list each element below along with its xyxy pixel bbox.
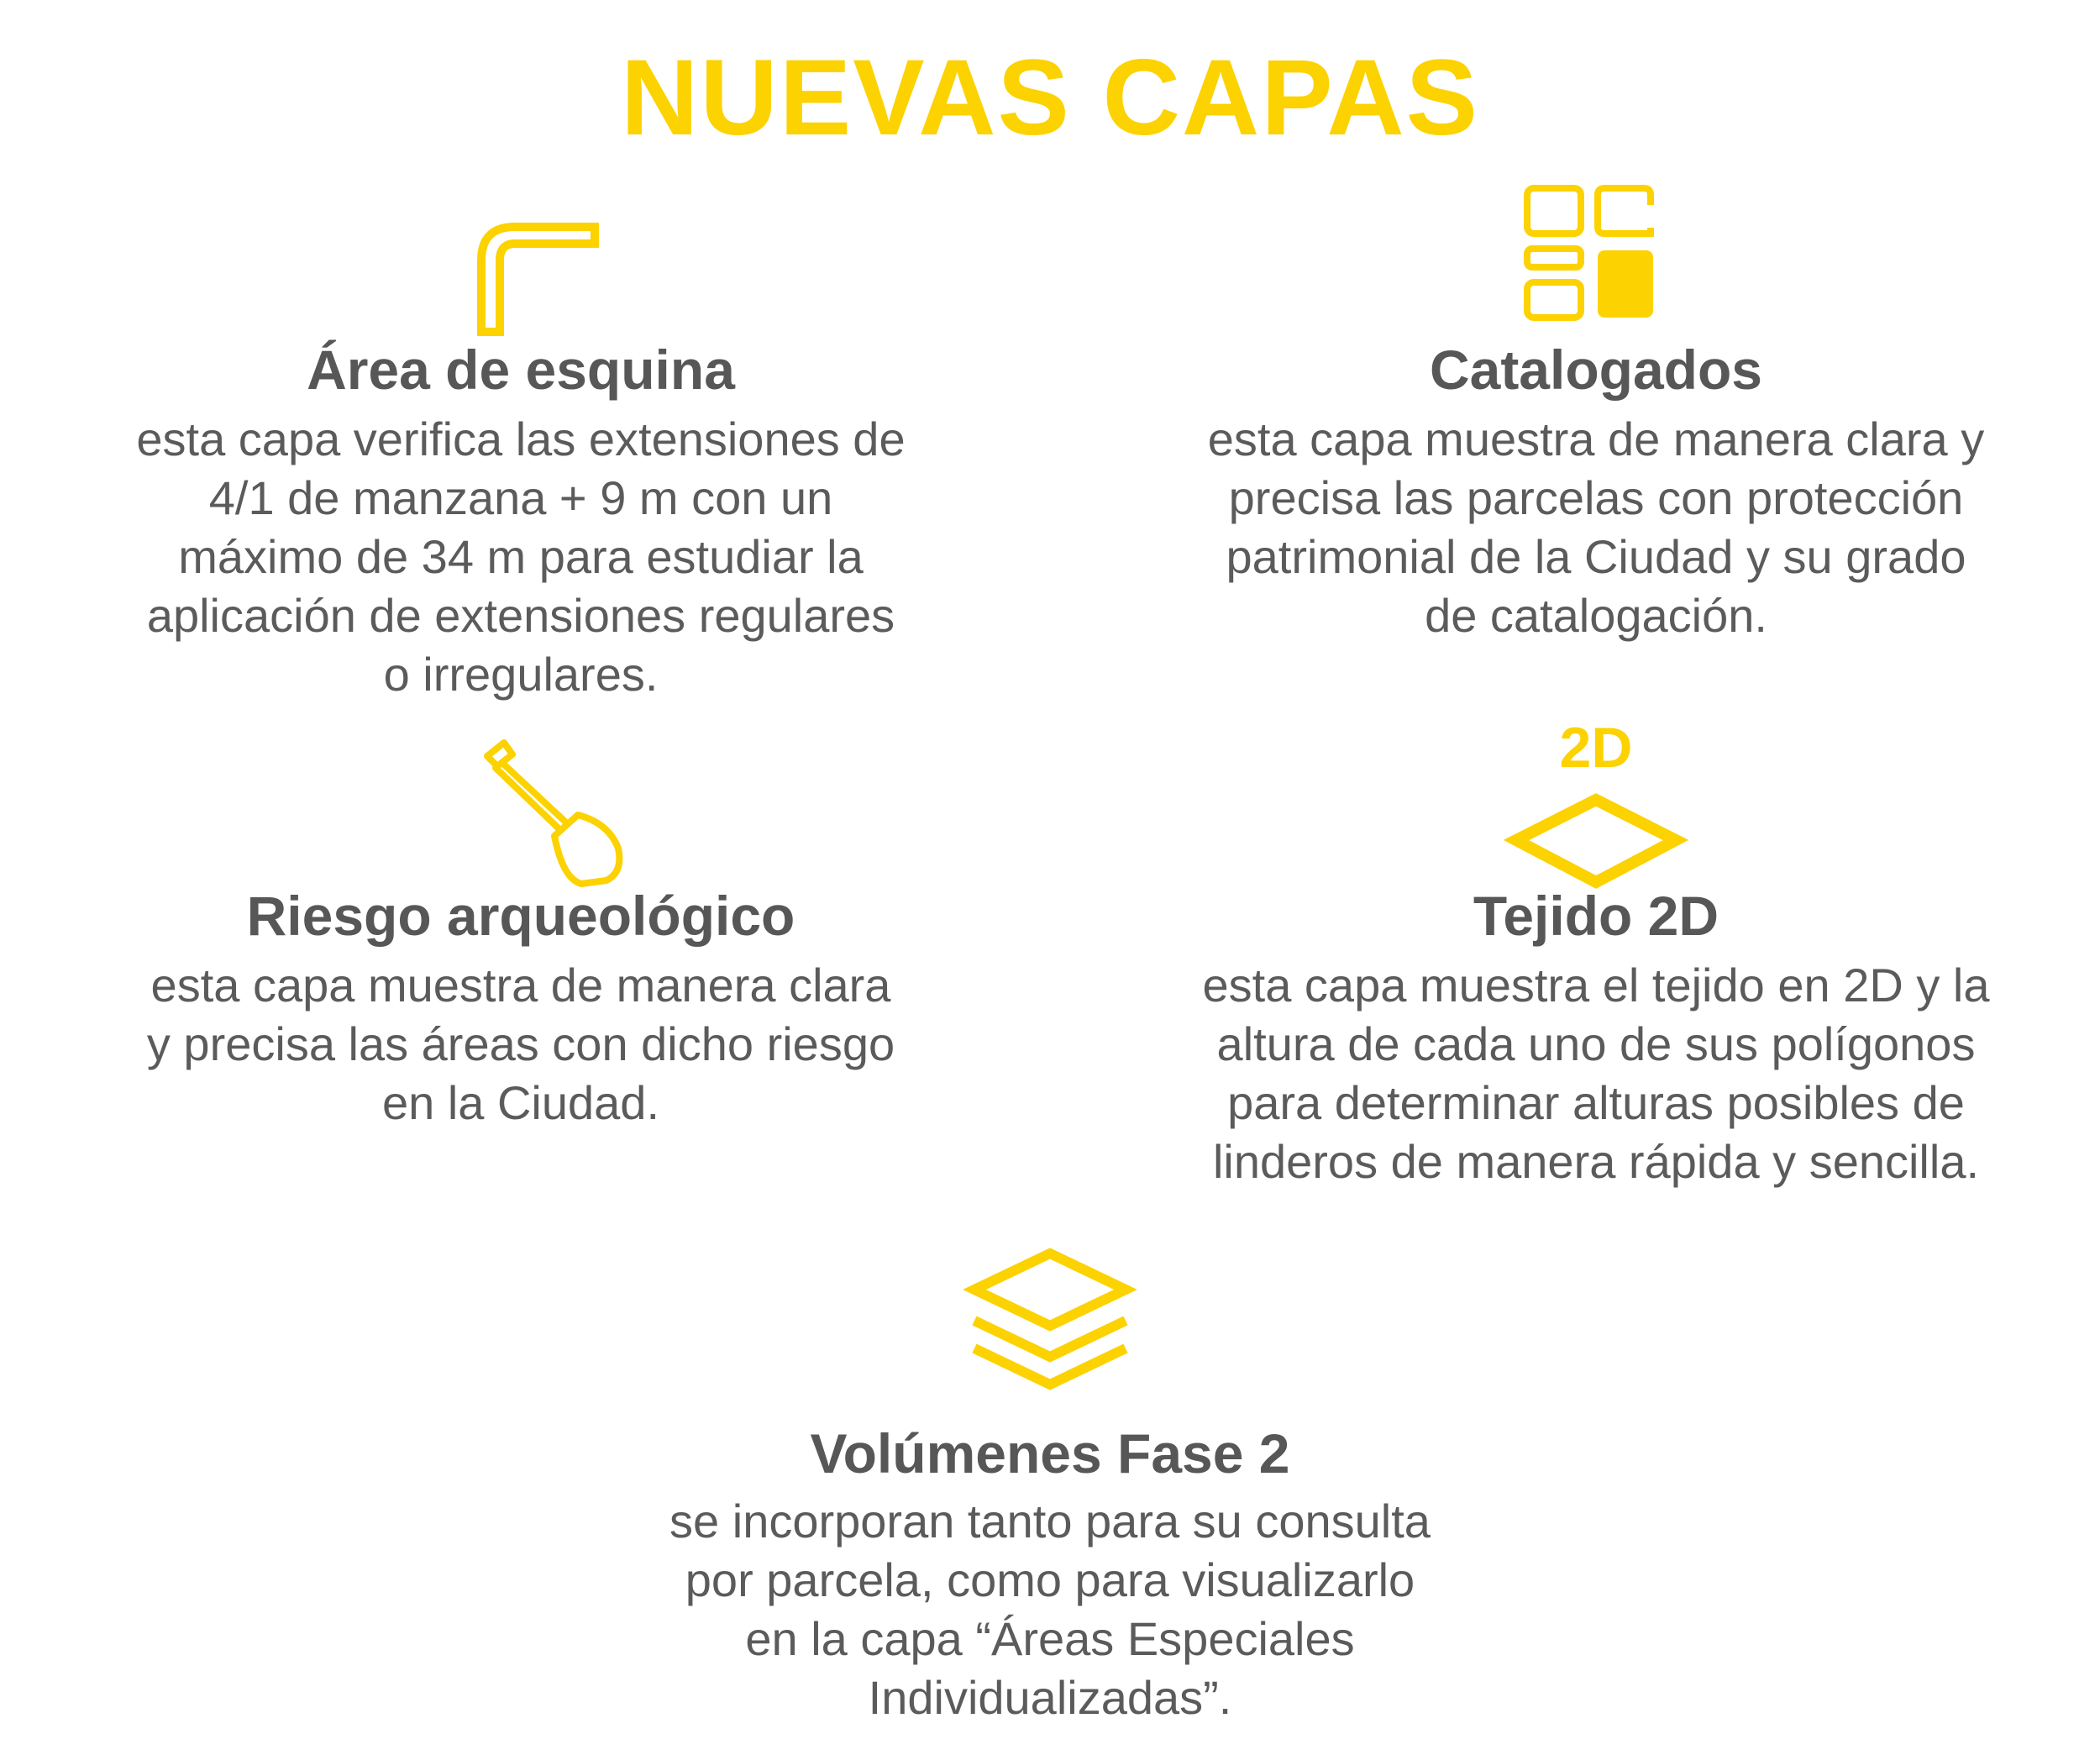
description-line: aplicación de extensiones regulares xyxy=(146,589,895,642)
description-line: máximo de 34 m para estudiar la xyxy=(178,530,864,583)
layer-title: Catalogados xyxy=(1429,339,1763,401)
layer-description xyxy=(50,956,991,1132)
description-line: altura de cada uno de sus polígonos xyxy=(1216,1017,1976,1070)
layer-description xyxy=(1126,410,2066,645)
page-title: NUEVAS CAPAS xyxy=(620,38,1480,158)
description-line: patrimonial de la Ciudad y su grado xyxy=(1226,530,1966,583)
description-line: de catalogación. xyxy=(1425,589,1767,642)
layer-description xyxy=(580,1492,1520,1727)
layer-catalogados xyxy=(1126,176,2066,647)
description-line: en la capa “Áreas Especiales xyxy=(745,1612,1355,1665)
description-line: 4/1 de manzana + 9 m con un xyxy=(208,471,833,524)
description-line: o irregulares. xyxy=(383,648,659,701)
description-line: esta capa muestra el tejido en 2D y la xyxy=(1202,959,1990,1011)
shovel-icon xyxy=(428,731,655,891)
description-line: esta capa muestra de manera clara y xyxy=(1207,412,1985,465)
2d-label: 2D xyxy=(1559,716,1633,780)
layer-area-esquina xyxy=(50,202,991,706)
description-line: se incorporan tanto para su consulta xyxy=(669,1495,1431,1547)
layer-title: Volúmenes Fase 2 xyxy=(810,1422,1290,1484)
description-line: por parcela, como para visualizarlo xyxy=(685,1553,1415,1606)
layer-title: Riesgo arqueológico xyxy=(246,885,795,947)
description-line: precisa las parcelas con protección xyxy=(1228,471,1964,524)
description-line: linderos de manera rápida y sencilla. xyxy=(1212,1135,1980,1188)
description-line: en la Ciudad. xyxy=(381,1076,659,1129)
layer-title: Área de esquina xyxy=(307,339,735,401)
description-line: y precisa las áreas con dicho riesgo xyxy=(146,1017,895,1070)
description-line: Individualizadas”. xyxy=(868,1671,1232,1724)
layer-riesgo-arqueologico xyxy=(50,731,991,1134)
layer-tejido-2d xyxy=(1126,714,2066,1201)
description-line: esta capa verifica las extensiones de xyxy=(136,412,906,465)
layer-volumenes-fase-2 xyxy=(580,1243,1520,1731)
layer-title: Tejido 2D xyxy=(1473,885,1719,947)
catalog-grid-icon xyxy=(1520,181,1663,324)
layer-description xyxy=(50,410,991,704)
description-line: esta capa muestra de manera clara xyxy=(150,959,891,1011)
layers-stack-icon xyxy=(958,1243,1142,1403)
layer-description xyxy=(1126,956,2066,1191)
description-line: para determinar alturas posibles de xyxy=(1227,1076,1965,1129)
corner-icon xyxy=(445,210,613,336)
